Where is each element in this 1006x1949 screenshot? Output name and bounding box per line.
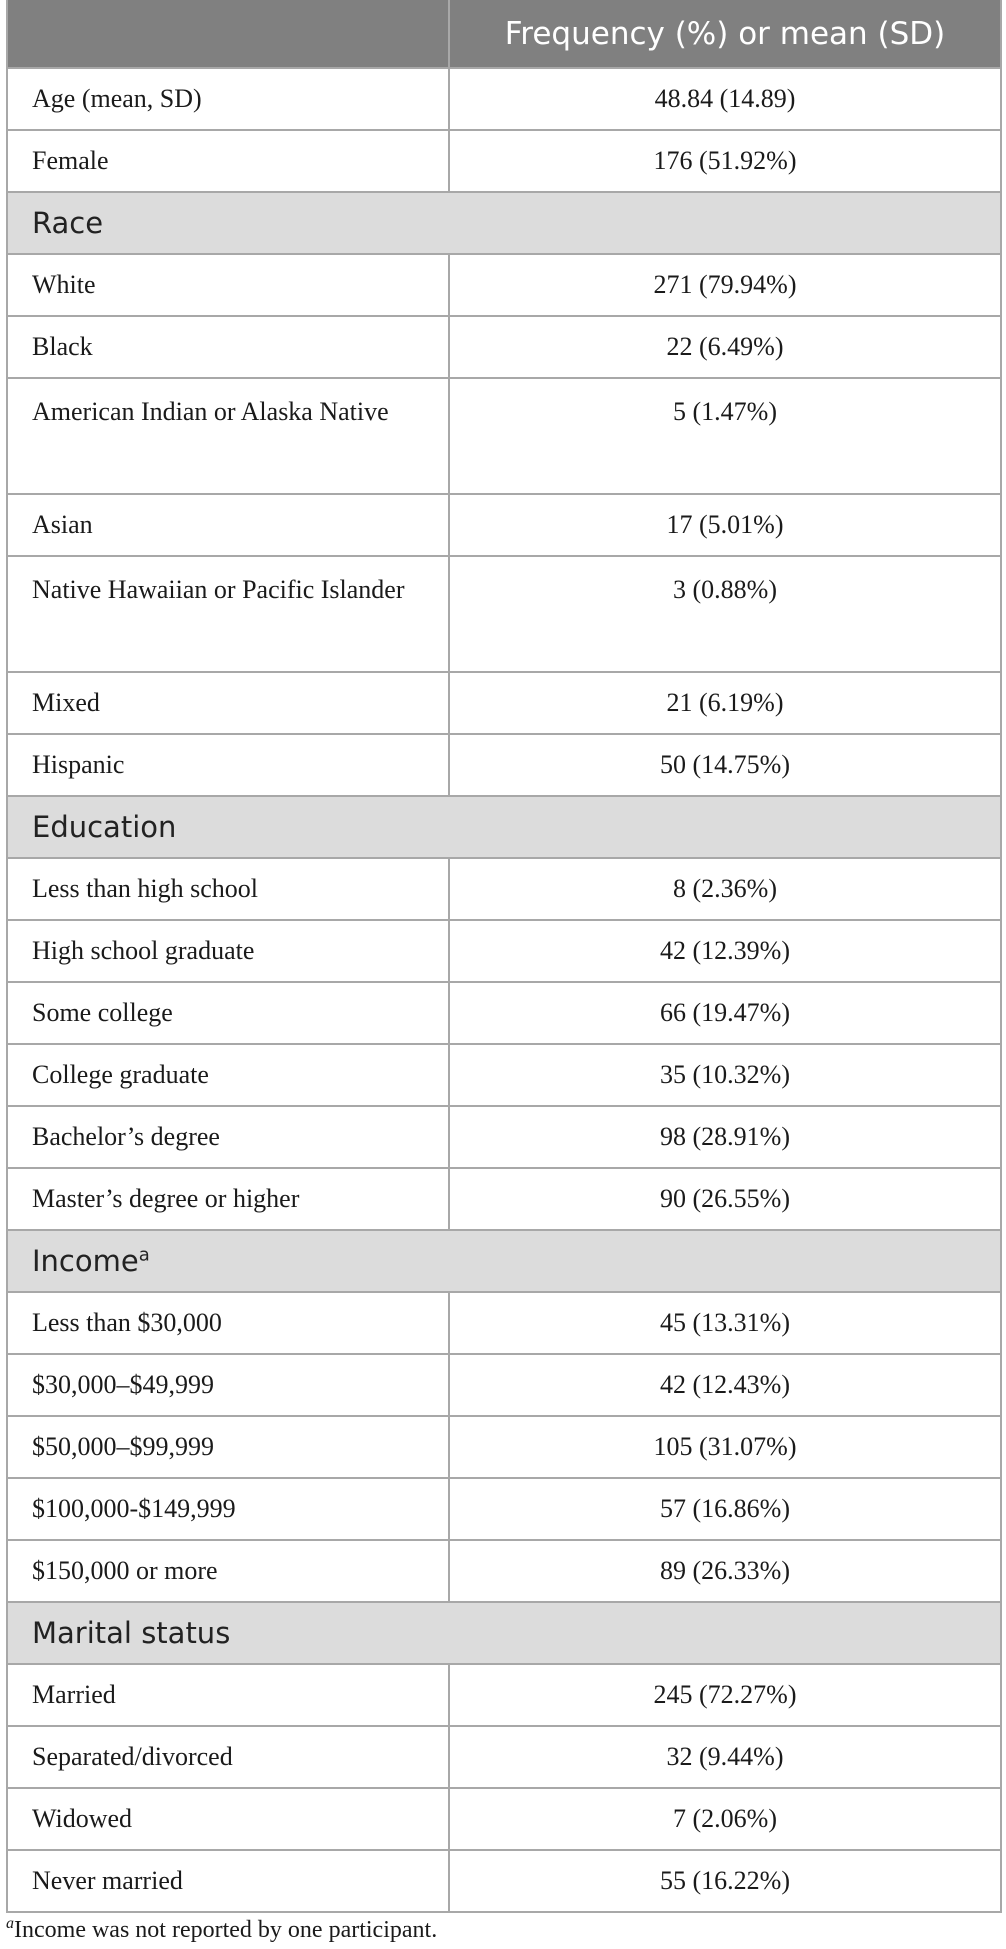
row-value: 17 (5.01%) [449,494,1001,556]
row-value: 7 (2.06%) [449,1788,1001,1850]
row-value: 48.84 (14.89) [449,68,1001,130]
row-label: High school graduate [7,920,449,982]
row-value: 66 (19.47%) [449,982,1001,1044]
table-row [7,316,1001,378]
row-value: 57 (16.86%) [449,1478,1001,1540]
row-value: 5 (1.47%) [449,378,1001,494]
section-title: Education [32,810,177,844]
section-header-row [7,1230,1001,1292]
row-label: Married [7,1664,449,1726]
row-value: 90 (26.55%) [449,1168,1001,1230]
column-header: Frequency (%) or mean (SD) [449,1,1001,69]
row-label: Master’s degree or higher [7,1168,449,1230]
row-label: Black [7,316,449,378]
section-label [7,796,1001,858]
row-label: Female [7,130,449,192]
row-value: 42 (12.43%) [449,1354,1001,1416]
table-row [7,920,1001,982]
table-row [7,68,1001,130]
footnote [6,1915,437,1944]
row-label: $50,000–$99,999 [7,1416,449,1478]
row-label: Bachelor’s degree [7,1106,449,1168]
row-value: 55 (16.22%) [449,1850,1001,1912]
table-row [7,1664,1001,1726]
row-value: 35 (10.32%) [449,1044,1001,1106]
table-row [7,494,1001,556]
row-label: Less than $30,000 [7,1292,449,1354]
row-value: 45 (13.31%) [449,1292,1001,1354]
row-label: Mixed [7,672,449,734]
row-label: Asian [7,494,449,556]
table-row [7,254,1001,316]
section-title: Income [32,1244,139,1278]
row-value: 32 (9.44%) [449,1726,1001,1788]
table-row [7,1354,1001,1416]
table-row [7,1292,1001,1354]
table-row [7,1850,1001,1912]
row-value: 42 (12.39%) [449,920,1001,982]
table-row [7,982,1001,1044]
demographics-table [6,0,1002,1913]
row-value: 271 (79.94%) [449,254,1001,316]
table-header-row [7,1,1001,69]
table-row [7,1106,1001,1168]
row-label: College graduate [7,1044,449,1106]
row-value: 8 (2.36%) [449,858,1001,920]
row-label: Native Hawaiian or Pacific Islander [7,556,449,672]
row-label: Never married [7,1850,449,1912]
table-row [7,378,1001,494]
row-value: 50 (14.75%) [449,734,1001,796]
section-title: Marital status [32,1616,231,1650]
row-label: American Indian or Alaska Native [7,378,449,494]
table-body [7,68,1001,1912]
row-label: Separated/divorced [7,1726,449,1788]
table-row [7,556,1001,672]
row-value: 21 (6.19%) [449,672,1001,734]
section-label [7,1230,1001,1292]
table-row [7,130,1001,192]
table-row [7,672,1001,734]
section-header-row [7,796,1001,858]
row-value: 105 (31.07%) [449,1416,1001,1478]
row-label: Less than high school [7,858,449,920]
table-row [7,1726,1001,1788]
table-row [7,1168,1001,1230]
table-row [7,1416,1001,1478]
footnote-ref: a [138,1244,150,1266]
row-value: 89 (26.33%) [449,1540,1001,1602]
row-value: 245 (72.27%) [449,1664,1001,1726]
table-row [7,858,1001,920]
section-header-row [7,192,1001,254]
section-label [7,192,1001,254]
row-label: White [7,254,449,316]
header-empty-cell [7,1,449,69]
row-label: $30,000–$49,999 [7,1354,449,1416]
footnote-text: Income was not reported by one participant. [14,1917,438,1943]
row-label: Some college [7,982,449,1044]
row-label: Hispanic [7,734,449,796]
table-row [7,1044,1001,1106]
row-value: 22 (6.49%) [449,316,1001,378]
table-row [7,734,1001,796]
table-row [7,1478,1001,1540]
row-label: Widowed [7,1788,449,1850]
row-value: 176 (51.92%) [449,130,1001,192]
section-title: Race [32,206,104,240]
section-header-row [7,1602,1001,1664]
row-label: $150,000 or more [7,1540,449,1602]
row-label: $100,000-$149,999 [7,1478,449,1540]
table-row [7,1788,1001,1850]
row-value: 98 (28.91%) [449,1106,1001,1168]
row-label: Age (mean, SD) [7,68,449,130]
section-label [7,1602,1001,1664]
footnote-marker: a [6,1915,14,1932]
table-row [7,1540,1001,1602]
row-value: 3 (0.88%) [449,556,1001,672]
